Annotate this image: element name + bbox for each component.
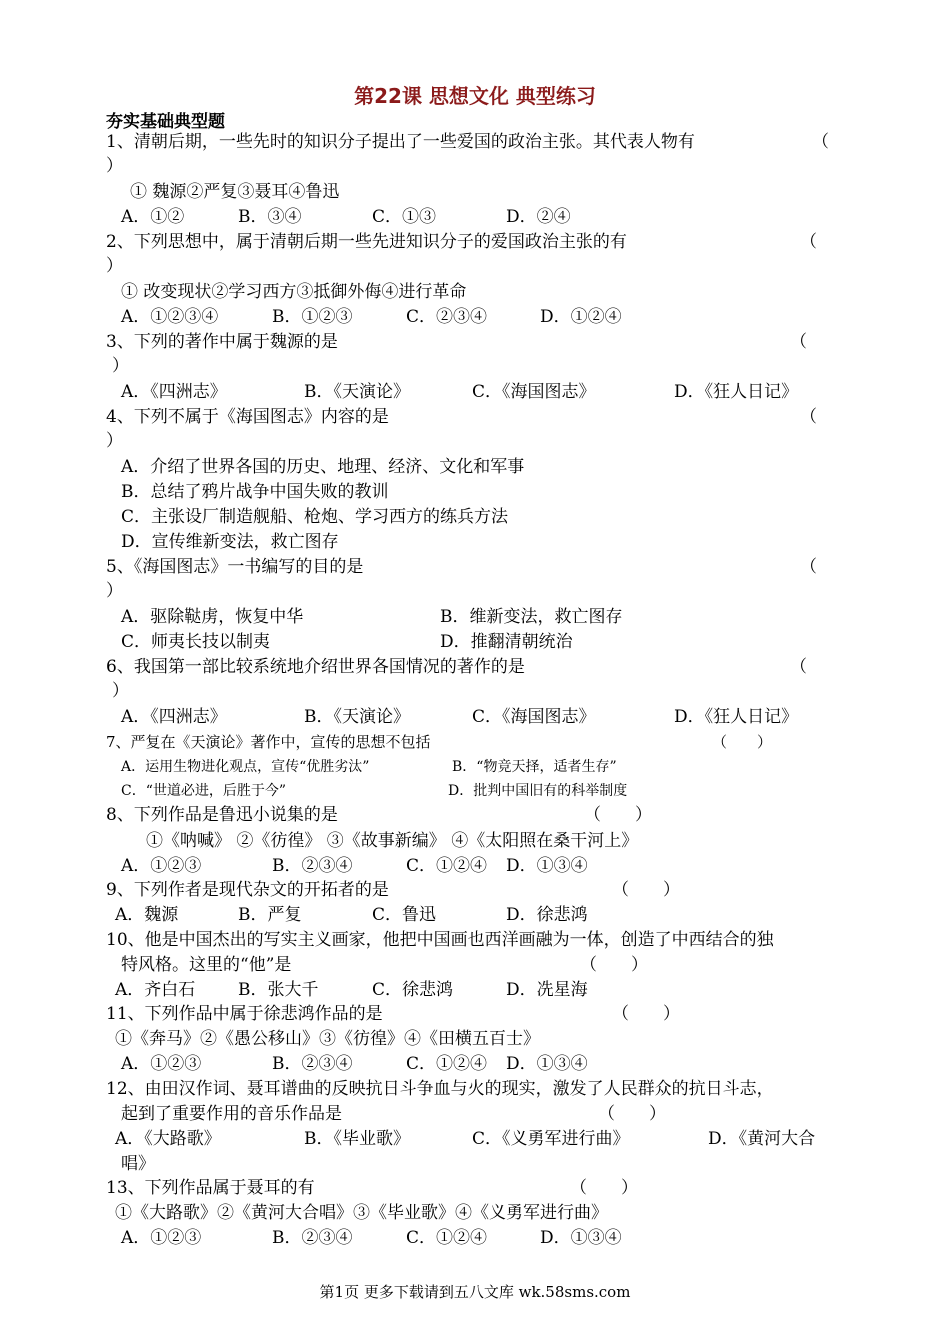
q11-option-d: D．①③④ [506,1054,588,1074]
q5-stem: 5、《海国图志》一书编写的目的是 [106,557,364,577]
q4-option-a: A．介绍了世界各国的历史、地理、经济、文化和军事 [121,457,525,477]
q8-option-c: C．①②④ [406,856,488,876]
q4-option-d: D．宣传维新变法，救亡图存 [121,532,339,552]
q9-option-b: B．严复 [238,905,302,925]
q1-items: ① 魏源②严复③聂耳④鲁迅 [130,182,340,202]
q7-answer-paren: （ ） [712,733,773,751]
q4-answer-open: （ [800,407,817,427]
q8-answer-paren: （ ） [584,805,652,825]
q9-option-a: A．魏源 [115,905,179,925]
q8-stem: 8、下列作品是鲁迅小说集的是 [106,805,338,825]
q6-answer-open: （ [790,657,807,677]
q11-items: ①《奔马》②《愚公移山》③《彷徨》④《田横五百士》 [115,1029,540,1049]
q12-option-a: A．《大路歌》 [115,1129,221,1149]
q4-answer-close: ） [106,431,123,451]
q5-option-a: A．驱除鞑虏，恢复中华 [121,607,304,627]
q3-option-a: A．《四洲志》 [121,382,227,402]
q4-stem: 4、下列不属于《海国图志》内容的是 [106,407,389,427]
q9-option-c: C．鲁迅 [372,905,437,925]
q2-answer-close: ） [106,256,123,276]
q11-option-a: A．①②③ [121,1054,202,1074]
q2-option-b: B．①②③ [272,307,353,327]
q2-option-a: A．①②③④ [121,307,219,327]
q3-stem: 3、下列的著作中属于魏源的是 [106,332,338,352]
q6-option-b: B．《天演论》 [304,707,410,727]
q8-option-a: A．①②③ [121,856,202,876]
q3-answer-close: ） [112,356,129,376]
q13-stem: 13、下列作品属于聂耳的有 [106,1178,315,1198]
q10-stem: 10、他是中国杰出的写实主义画家，他把中国画也西洋画融为一体，创造了中西结合的独 [106,930,774,950]
q6-answer-close: ） [112,681,129,701]
q7-option-b: B．“物竞天择，适者生存” [452,759,617,775]
page-footer: 第1页 更多下载请到五八文库 wk.58sms.com [319,1283,631,1301]
q2-answer-open: （ [800,232,817,252]
q6-option-a: A．《四洲志》 [121,707,227,727]
q9-answer-paren: （ ） [612,880,680,900]
q1-answer-open: （ [812,132,829,152]
q9-option-d: D．徐悲鸿 [506,905,588,925]
q7-option-d: D．批判中国旧有的科举制度 [448,783,628,799]
q12-option-d: D．《黄河大合 [708,1129,816,1149]
page-title: 第22课 思想文化 典型练习 [354,84,596,108]
q1-option-b: B．③④ [238,207,302,227]
q10-stem-cont: 特风格。这里的“他”是 [121,955,292,975]
q3-option-c: C．《海国图志》 [472,382,596,402]
q12-option-c: C．《义勇军进行曲》 [472,1129,630,1149]
q5-option-b: B．维新变法，救亡图存 [440,607,623,627]
q4-option-b: B．总结了鸦片战争中国失败的教训 [121,482,389,502]
q6-option-c: C．《海国图志》 [472,707,596,727]
q3-option-d: D．《狂人日记》 [674,382,799,402]
q10-option-a: A．齐白石 [115,980,196,1000]
q8-option-b: B．②③④ [272,856,353,876]
q13-items: ①《大路歌》②《黄河大合唱》③《毕业歌》④《义勇军进行曲》 [115,1203,608,1223]
q5-answer-close: ） [106,581,123,601]
q12-stem: 12、由田汉作词、聂耳谱曲的反映抗日斗争血与火的现实，激发了人民群众的抗日斗志， [106,1079,774,1099]
q1-stem: 1、清朝后期，一些先时的知识分子提出了一些爱国的政治主张。其代表人物有 [106,132,695,152]
q10-option-b: B．张大千 [238,980,319,1000]
q7-option-c: C．“世道必进，后胜于今” [121,783,287,799]
q13-option-a: A．①②③ [121,1228,202,1248]
q1-option-d: D．②④ [506,207,571,227]
q12-option-d-cont: 唱》 [121,1154,155,1174]
q12-option-b: B．《毕业歌》 [304,1129,410,1149]
q3-answer-open: （ [790,332,807,352]
q7-option-a: A．运用生物进化观点，宣传“优胜劣汰” [121,759,370,775]
q11-answer-paren: （ ） [612,1004,680,1024]
q1-option-a: A．①② [121,207,185,227]
q8-items: ①《呐喊》 ②《彷徨》 ③《故事新编》 ④《太阳照在桑干河上》 [146,831,639,851]
q5-option-c: C．师夷长技以制夷 [121,632,271,652]
q2-stem: 2、下列思想中，属于清朝后期一些先进知识分子的爱国政治主张的有 [106,232,627,252]
q1-option-c: C．①③ [372,207,437,227]
q3-option-b: B．《天演论》 [304,382,410,402]
q2-items: ① 改变现状②学习西方③抵御外侮④进行革命 [121,282,467,302]
q5-option-d: D．推翻清朝统治 [440,632,573,652]
q12-answer-paren: （ ） [598,1104,666,1124]
q9-stem: 9、下列作者是现代杂文的开拓者的是 [106,880,389,900]
q13-option-c: C．①②④ [406,1228,488,1248]
q5-answer-open: （ [800,557,817,577]
q8-option-d: D．①③④ [506,856,588,876]
q4-option-c: C．主张设厂制造舰船、枪炮、学习西方的练兵方法 [121,507,509,527]
q2-option-d: D．①②④ [540,307,622,327]
q13-answer-paren: （ ） [570,1178,638,1198]
q11-option-c: C．①②④ [406,1054,488,1074]
q6-stem: 6、我国第一部比较系统地介绍世界各国情况的著作的是 [106,657,525,677]
q1-answer-close: ） [106,156,123,176]
q13-option-b: B．②③④ [272,1228,353,1248]
q7-stem: 7、严复在《天演论》著作中，宣传的思想不包括 [106,733,431,751]
q12-stem-cont: 起到了重要作用的音乐作品是 [121,1104,342,1124]
q11-stem: 11、下列作品中属于徐悲鸿作品的是 [106,1004,383,1024]
q13-option-d: D．①③④ [540,1228,622,1248]
section-heading: 夯实基础典型题 [106,112,225,132]
q2-option-c: C．②③④ [406,307,488,327]
q10-option-c: C．徐悲鸿 [372,980,454,1000]
q11-option-b: B．②③④ [272,1054,353,1074]
q6-option-d: D．《狂人日记》 [674,707,799,727]
q10-option-d: D．冼星海 [506,980,588,1000]
q10-answer-paren: （ ） [580,955,648,975]
